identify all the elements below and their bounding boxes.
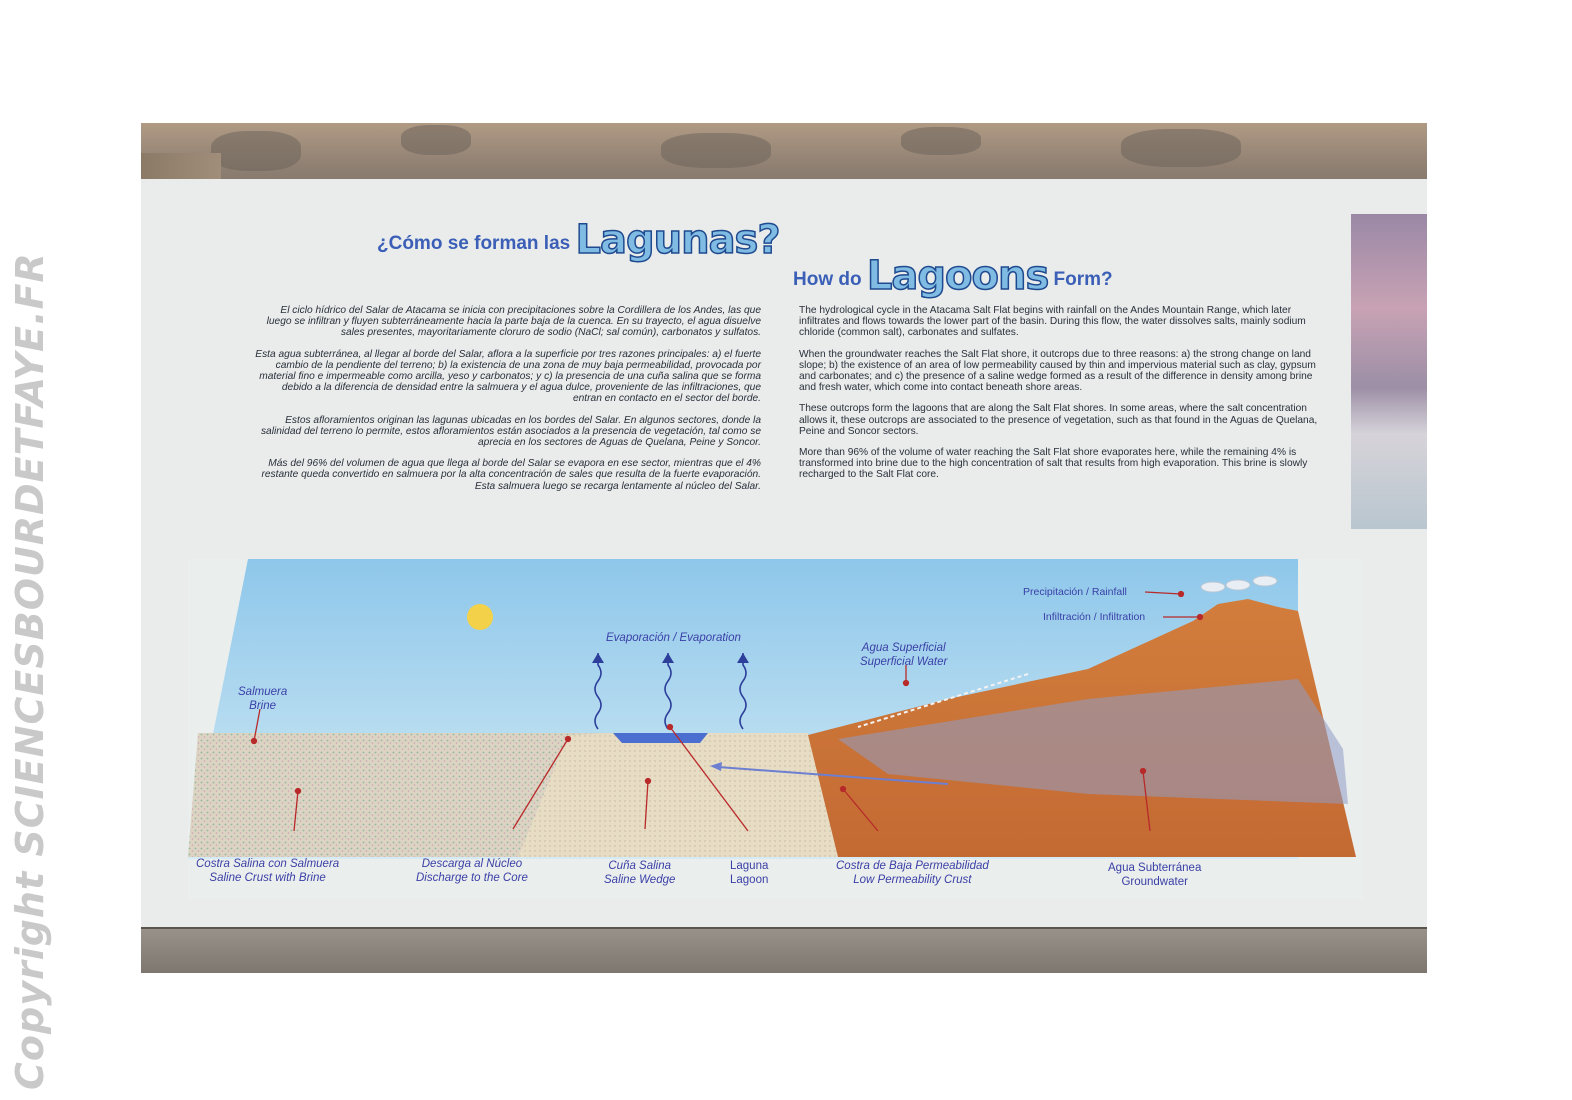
lagoon-label: Laguna Lagoon	[730, 860, 769, 886]
superficial-water-label: Agua Superficial Superficial Water	[860, 642, 948, 668]
english-text-column	[799, 305, 1319, 491]
saline-crust-label: Costra Salina con Salmuera Saline Crust with Brine	[196, 858, 340, 884]
copyright-watermark: Copyright SCIENCESBOURDETFAYE.FR	[8, 252, 52, 1090]
cross-section-illustration	[188, 559, 1363, 899]
stone-ledge	[141, 925, 1427, 973]
en-paragraph: When the groundwater reaches the Salt Flat shore, it outcrops due to three reasons: a) the strong change on land slope; b) the existence of an area of low permeability caused by thin and impervious material such as clay, gypsum and carbonates; and c) the presence of a saline wedge formed as a result of the difference in density among brine and fresh water, which come into contact beneath shore areas.	[799, 348, 1316, 394]
discharge-label: Descarga al Núcleo Discharge to the Core	[416, 858, 528, 884]
title-word-lagunas: Lagunas	[575, 217, 758, 263]
es-paragraph: El ciclo hídrico del Salar de Atacama se inicia con precipitaciones sobre la Cordillera de los Andes, las que luego se infiltran y fluyen subterráneamente hacia la parte baja de la cuenca. En su trayecto, el agua disuelve sales presentes, mayoritariamente cloruro de sodio (NaCl; sal común), carbonatos y sulfatos.	[266, 305, 761, 339]
es-paragraph: Esta agua subterránea, al llegar al borde del Salar, aflora a la superficie por tres razones principales: a) el fuerte cambio de la pendiente del terreno; b) la existencia de una zona de muy baja permeabilidad, provocada por material fino e impermeable como arcilla, yeso y carbonatos; y c) la presencia de una cuña salina que se forma debido a la diferencia de densidad entre la salmuera y el agua dulce, proveniente de las infiltraciones, que entran en contacto en el sector del borde.	[255, 348, 761, 405]
brine-label: Salmuera Brine	[238, 686, 288, 712]
en-paragraph: The hydrological cycle in the Atacama Salt Flat begins with rainfall on the Andes Mountain Range, which later infiltrates and flows towards the lower part of the basin. During this flow, the water dissolves salts, mainly sodium chloride (common salt), carbonates and sulfates.	[799, 305, 1306, 339]
lagoon-formation-diagram	[188, 559, 1363, 899]
saline-wedge	[518, 733, 838, 857]
infiltration-label: Infiltración / Infiltration	[1043, 611, 1146, 623]
en-paragraph: More than 96% of the volume of water reaching the Salt Flat shore evaporates here, while the remaining 4% is transformed into brine due to the high concentration of salt that results from high evaporation. This brine is slowly recharged to the Salt Flat core.	[799, 447, 1308, 481]
en-paragraph: These outcrops form the lagoons that are along the Salt Flat shores. In some areas, where the salt concentration allows it, these outcrops are associated to the presence of vegetation, such as that found in the Aguas de Quelana, Peine and Soncor sectors.	[799, 403, 1318, 437]
title-english: How do Lagoons Form?	[793, 253, 1113, 299]
es-paragraph: Estos afloramientos originan las lagunas ubicadas en los bordes del Salar. En algunos sectores, donde la salinidad del terreno lo permite, estos afloramientos están asociados a la presencia de vegetación, tal como se aprecia en los sectores de Aguas de Quelana, Peine y Soncor.	[260, 414, 761, 449]
low-permeability-label: Costra de Baja Permeabilidad Low Permeability Crust	[836, 860, 989, 886]
title-word-lagoons: Lagoons	[866, 253, 1049, 299]
lagoon-photo-edge	[1351, 214, 1427, 529]
info-board	[141, 179, 1427, 929]
rainfall-label: Precipitación / Rainfall	[1023, 586, 1127, 598]
saline-wedge-label: Cuña Salina Saline Wedge	[604, 860, 676, 886]
groundwater-label: Agua Subterránea Groundwater	[1108, 862, 1202, 888]
sun-icon	[467, 604, 493, 630]
spanish-text-column	[253, 305, 761, 502]
title-spanish: ¿Cómo se forman las Lagunas?	[377, 217, 780, 263]
es-paragraph: Más del 96% del volumen de agua que llega al borde del Salar se evapora en ese sector, mientras que el 4% restante queda convertido en salmuera por la alta concentración de sales que resulta de la fuerte evaporación. Esta salmuera luego se recarga lentamente al núcleo del Salar.	[261, 458, 761, 492]
sign-photo	[141, 123, 1427, 973]
lagoon-water	[613, 733, 708, 743]
evaporation-label: Evaporación / Evaporation	[606, 632, 741, 644]
